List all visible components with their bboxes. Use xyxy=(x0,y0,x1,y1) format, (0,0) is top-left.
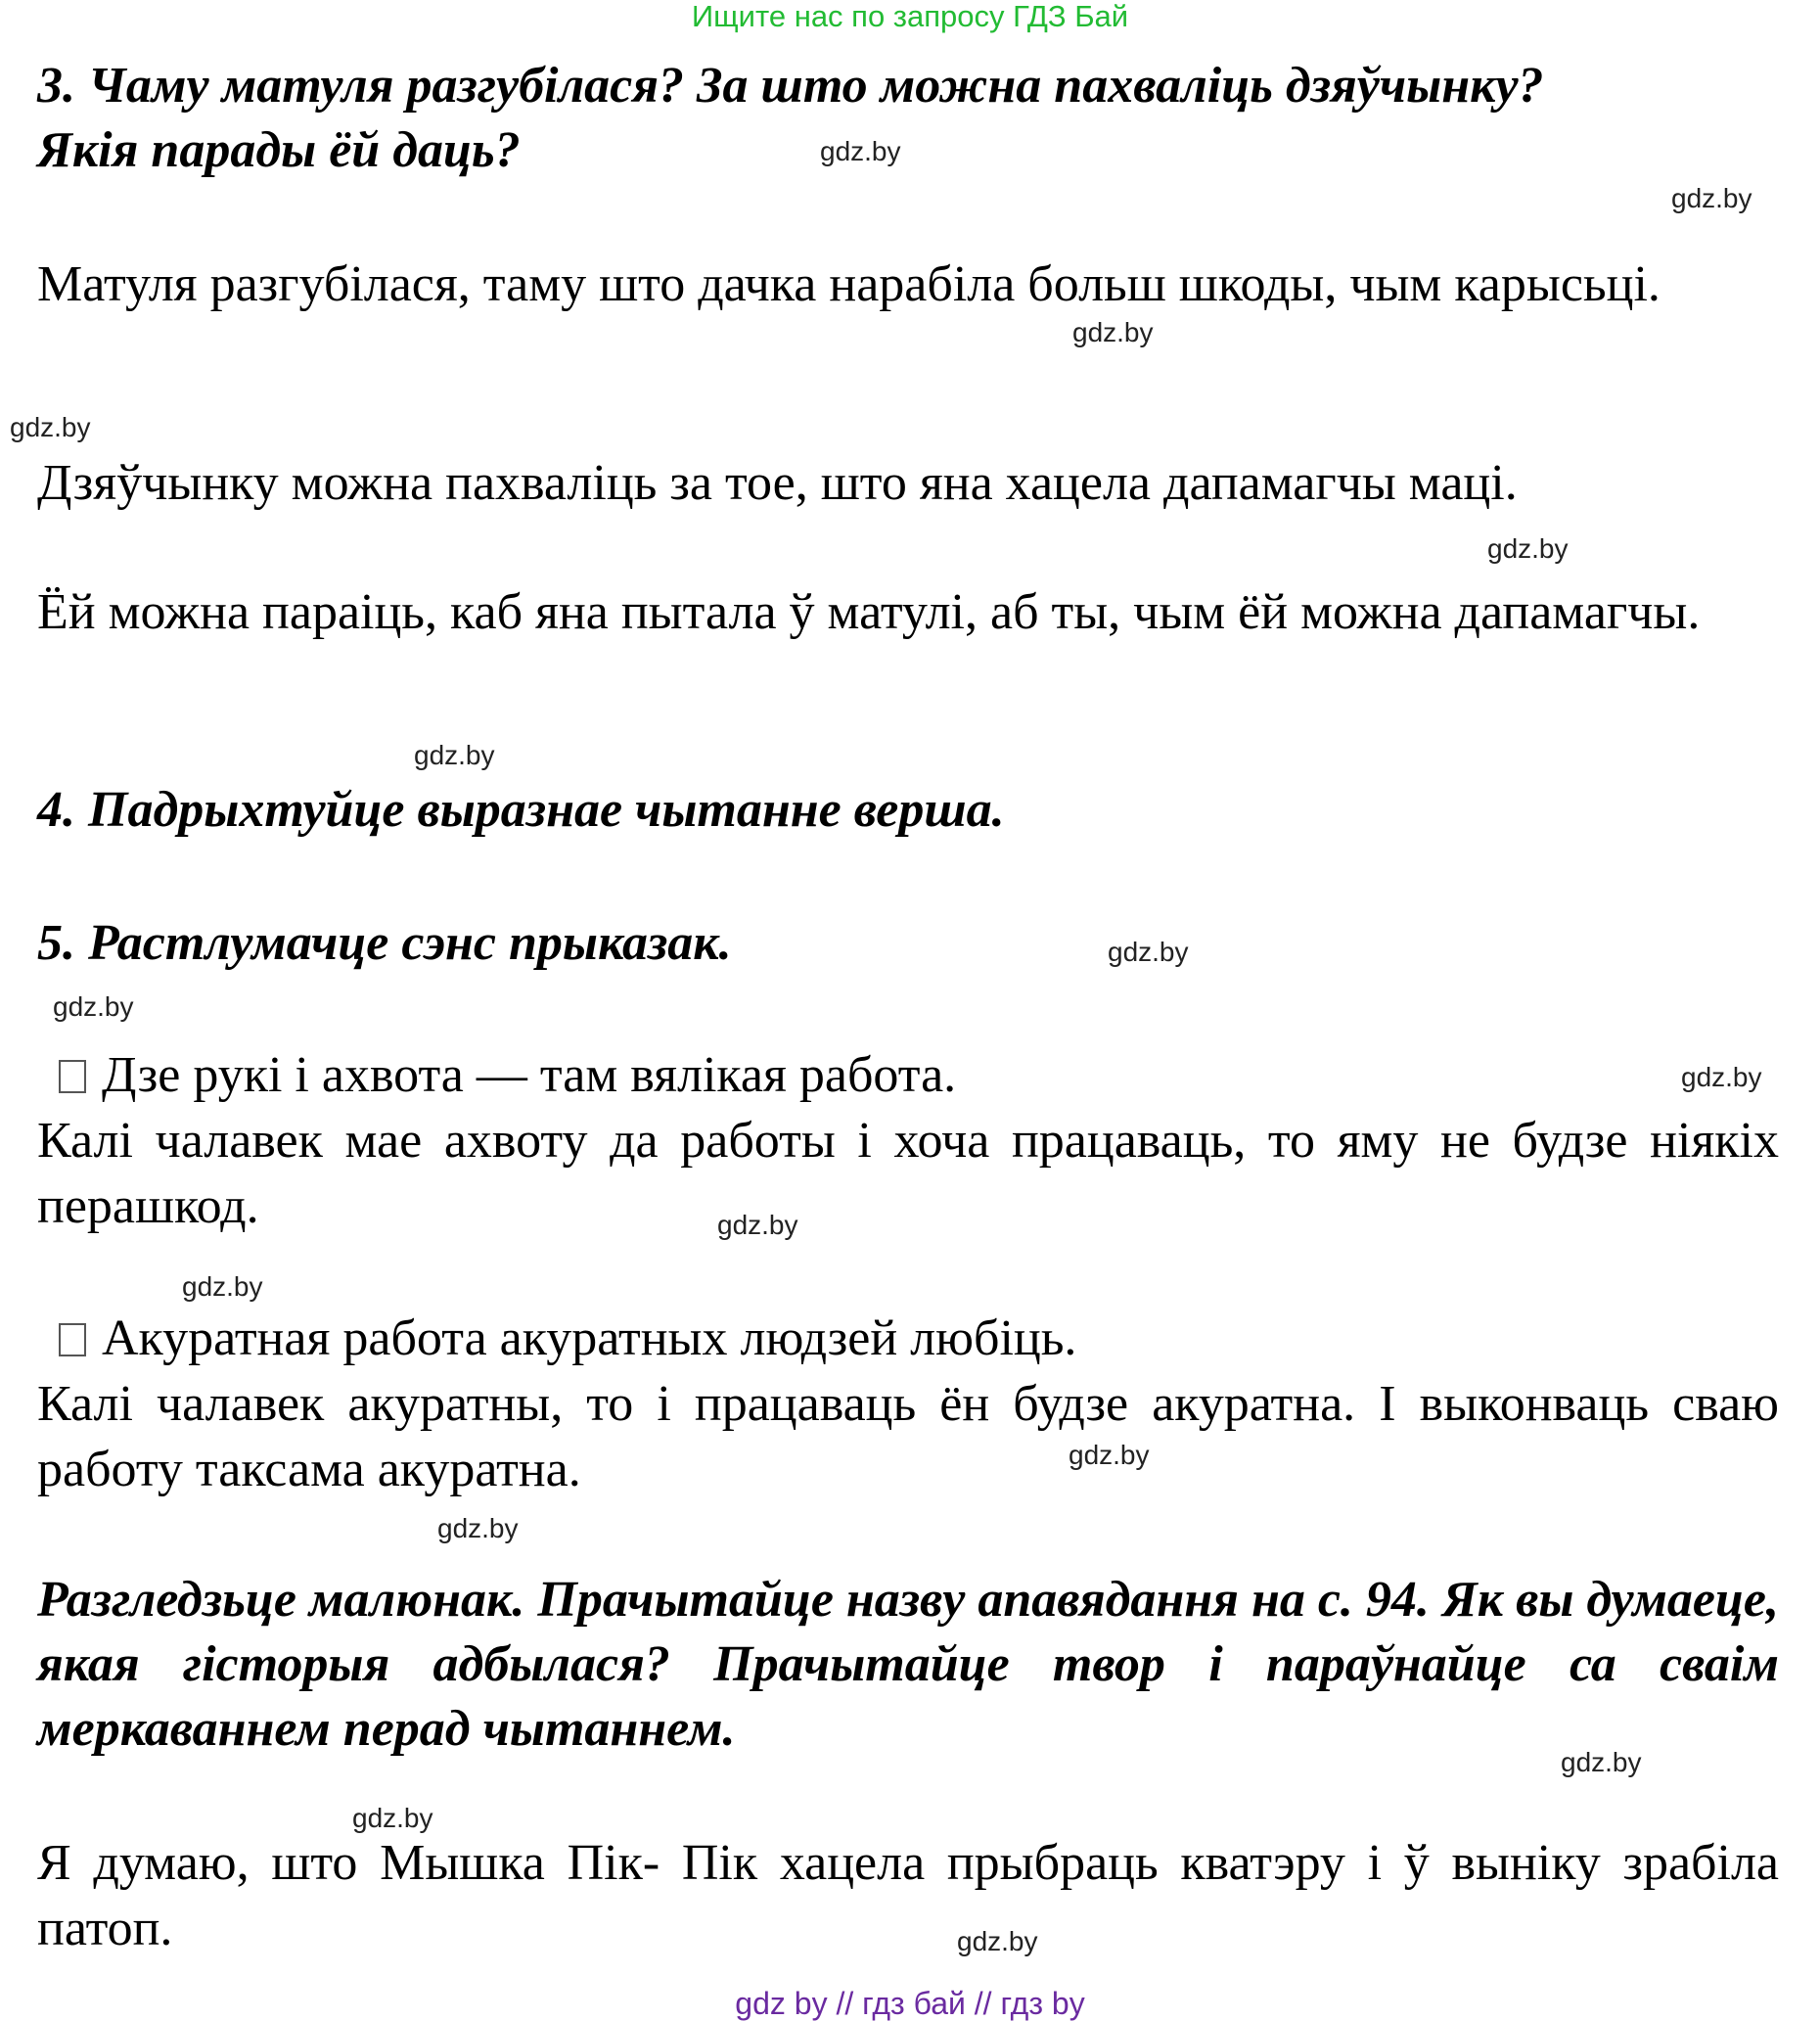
question-5: 5. Растлумачце сэнс прыказак. xyxy=(37,915,732,971)
proverb-1-explanation: Калі чалавек мае ахвоту да работы і хоча працаваць, то яму не будзе ніякіх перашкод. xyxy=(37,1113,1779,1234)
search-hint-banner: Ищите нас по запросу ГДЗ Бай xyxy=(691,0,1129,33)
watermark: gdz.by xyxy=(1671,183,1752,213)
proverb-2 xyxy=(37,1306,1642,1371)
answer-3-paragraph-1: Матуля разгубілася, таму што дачка нарабіла больш шкоды, чым карысьці. xyxy=(37,256,1661,312)
proverb-1-text: Дзе рукі і ахвота — там вялікая работа. xyxy=(102,1047,957,1103)
footer-links: gdz by // гдз бай // гдз by xyxy=(735,1986,1085,2021)
watermark: gdz.by xyxy=(957,1926,1038,1956)
watermark: gdz.by xyxy=(53,991,134,1022)
watermark: gdz.by xyxy=(1069,1440,1150,1470)
question-4: 4. Падрыхтуйце выразнае чытанне верша. xyxy=(37,782,1005,838)
watermark: gdz.by xyxy=(1487,533,1569,564)
watermark: gdz.by xyxy=(820,136,901,166)
question-3-line-2: Якія парады ёй даць? xyxy=(37,122,521,178)
question-3-line-1: 3. Чаму матуля разгубілася? За што можна пахваліць дзяўчынку? xyxy=(37,58,1544,114)
watermark: gdz.by xyxy=(717,1210,798,1240)
answer-3-paragraph-2: Дзяўчынку можна пахваліць за тое, што яна хацела дапамагчы маці. xyxy=(37,455,1518,511)
watermark: gdz.by xyxy=(414,740,495,770)
proverb-2-explanation: Калі чалавек акуратны, то і працаваць ён будзе акуратна. І выконваць сваю работу таксама акуратна. xyxy=(37,1376,1779,1497)
reading-task-answer: Я думаю, што Мышка Пік- Пік хацела прыбраць кватэру і ў выніку зрабіла патоп. xyxy=(37,1835,1779,1956)
watermark: gdz.by xyxy=(1561,1747,1642,1777)
watermark: gdz.by xyxy=(1108,937,1189,967)
question-3 xyxy=(37,54,1779,183)
watermark: gdz.by xyxy=(352,1803,433,1833)
watermark: gdz.by xyxy=(1072,317,1154,347)
proverb-1 xyxy=(37,1042,1642,1108)
watermark: gdz.by xyxy=(437,1513,519,1543)
watermark: gdz.by xyxy=(10,412,91,442)
watermark: gdz.by xyxy=(182,1271,263,1302)
checkbox-bullet-icon xyxy=(59,1323,86,1356)
answer-3-paragraph-3: Ёй можна параіць, каб яна пытала ў матулі, аб ты, чым ёй можна дапамагчы. xyxy=(37,584,1701,640)
watermark: gdz.by xyxy=(1681,1062,1762,1092)
proverb-2-text: Акуратная работа акуратных людзей любіць. xyxy=(102,1310,1077,1366)
reading-task: Разгледзьце малюнак. Прачытайце назву апавядання на с. 94. Як вы думаеце, якая гісторыя адбылася? Прачытайце твор і параўнайце са сваім меркаваннем перад чытаннем. xyxy=(37,1572,1779,1757)
checkbox-bullet-icon xyxy=(59,1060,86,1093)
